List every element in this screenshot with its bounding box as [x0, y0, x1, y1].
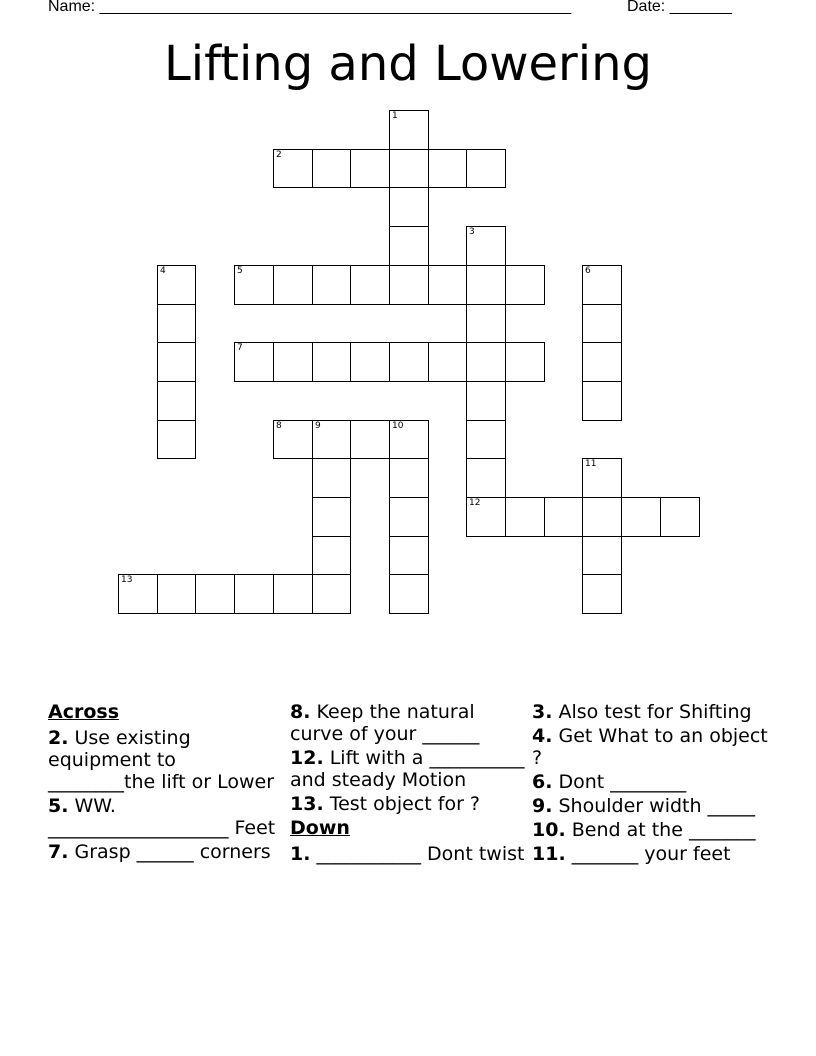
crossword-cell[interactable] [195, 574, 235, 614]
crossword-cell[interactable] [389, 458, 429, 498]
clue-number-label: 12 [469, 498, 481, 508]
crossword-cell[interactable] [582, 458, 622, 498]
clue-number-label: 5 [237, 266, 243, 276]
clue-column-1 [48, 701, 283, 865]
crossword-cell[interactable] [389, 420, 429, 459]
clue-number-label: 8 [276, 421, 282, 431]
clue-text: Lift with a __________ and steady Motion [290, 747, 525, 791]
down-clue-10 [532, 819, 772, 841]
crossword-cell[interactable] [544, 497, 583, 537]
clue-number-label: 7 [237, 343, 243, 353]
down-clue-1 [290, 843, 530, 865]
across-clue-13 [290, 793, 530, 815]
crossword-cell[interactable] [582, 304, 622, 343]
clue-text: Keep the natural curve of your ______ [290, 701, 480, 745]
crossword-cell[interactable] [312, 497, 351, 537]
crossword-cell[interactable] [428, 342, 467, 382]
date-field-label: Date: _______ [627, 0, 732, 15]
clue-number: 12. [290, 747, 324, 769]
down-clue-3 [532, 701, 772, 723]
across-clue-12 [290, 747, 530, 791]
crossword-cell[interactable] [312, 149, 351, 188]
crossword-cell[interactable] [505, 342, 545, 382]
clue-number-label: 13 [121, 575, 133, 585]
crossword-cell[interactable] [157, 420, 196, 459]
crossword-cell[interactable] [118, 574, 158, 614]
clue-number-label: 3 [469, 227, 475, 237]
across-clue-7 [48, 841, 283, 863]
crossword-cell[interactable] [312, 420, 351, 459]
crossword-cell[interactable] [389, 226, 429, 266]
clue-number: 8. [290, 701, 311, 723]
clue-number: 9. [532, 795, 553, 817]
crossword-cell[interactable] [312, 342, 351, 382]
crossword-cell[interactable] [234, 342, 274, 382]
clue-number-label: 10 [392, 421, 404, 431]
down-clue-6 [532, 771, 772, 793]
clue-text: ___________ Dont twist [316, 843, 525, 865]
down-clue-9 [532, 795, 772, 817]
clue-column-3 [532, 701, 772, 867]
crossword-cell[interactable] [466, 149, 506, 188]
clue-number: 1. [290, 843, 311, 865]
crossword-cell[interactable] [466, 304, 506, 343]
crossword-cell[interactable] [389, 187, 429, 227]
crossword-cell[interactable] [466, 497, 506, 537]
crossword-cell[interactable] [466, 342, 506, 382]
clue-number-label: 6 [585, 266, 591, 276]
crossword-cell[interactable] [582, 342, 622, 382]
crossword-cell[interactable] [389, 149, 429, 188]
crossword-cell[interactable] [582, 497, 622, 537]
down-clue-11 [532, 843, 772, 865]
across-clue-5 [48, 795, 283, 839]
crossword-cell[interactable] [582, 574, 622, 614]
clue-number: 4. [532, 725, 553, 747]
crossword-cell[interactable] [157, 381, 196, 421]
clue-number: 5. [48, 795, 69, 817]
crossword-cell[interactable] [466, 420, 506, 459]
crossword-cell[interactable] [234, 265, 274, 305]
crossword-cell[interactable] [350, 342, 390, 382]
clue-number: 2. [48, 727, 69, 749]
crossword-cell[interactable] [273, 265, 313, 305]
crossword-cell[interactable] [505, 497, 545, 537]
crossword-cell[interactable] [466, 226, 506, 266]
crossword-cell[interactable] [466, 265, 506, 305]
clue-number-label: 1 [392, 111, 398, 121]
crossword-cell[interactable] [466, 381, 506, 421]
crossword-cell[interactable] [273, 420, 313, 459]
clue-number: 10. [532, 819, 566, 841]
crossword-cell[interactable] [273, 149, 313, 188]
crossword-cell[interactable] [312, 458, 351, 498]
crossword-cell[interactable] [273, 574, 313, 614]
clue-number: 6. [532, 771, 553, 793]
across-heading: Across [48, 701, 120, 723]
clue-text: Bend at the _______ [571, 819, 756, 841]
clue-text: _______ your feet [571, 843, 731, 865]
clue-number-label: 4 [160, 266, 166, 276]
crossword-cell[interactable] [466, 458, 506, 498]
crossword-cell[interactable] [582, 265, 622, 305]
crossword-cell[interactable] [660, 497, 700, 537]
crossword-cell[interactable] [273, 342, 313, 382]
clue-text: Grasp ______ corners [74, 841, 271, 863]
crossword-cell[interactable] [350, 149, 390, 188]
name-field-label: Name: _____________________________________________________ [48, 0, 572, 15]
crossword-cell[interactable] [312, 536, 351, 575]
clue-number: 3. [532, 701, 553, 723]
clue-text: Dont ________ [558, 771, 687, 793]
crossword-cell[interactable] [312, 574, 351, 614]
crossword-cell[interactable] [350, 265, 390, 305]
across-clue-2 [48, 727, 283, 793]
crossword-cell[interactable] [621, 497, 661, 537]
clue-number-label: 2 [276, 150, 282, 160]
clue-number: 11. [532, 843, 566, 865]
clue-text: Get What to an object ? [532, 725, 768, 769]
clue-number: 13. [290, 793, 324, 815]
crossword-cell[interactable] [157, 574, 196, 614]
down-heading: Down [290, 817, 350, 839]
clue-text: WW. ___________________ Feet [48, 795, 276, 839]
crossword-cell[interactable] [389, 574, 429, 614]
crossword-cell[interactable] [389, 497, 429, 537]
clue-text: Shoulder width _____ [558, 795, 756, 817]
crossword-cell[interactable] [350, 420, 390, 459]
crossword-cell[interactable] [428, 265, 467, 305]
clue-text: Also test for Shifting [558, 701, 752, 723]
crossword-cell[interactable] [389, 110, 429, 150]
crossword-cell[interactable] [389, 265, 429, 305]
clue-text: Use existing equipment to ________the lift or Lower [48, 727, 275, 793]
crossword-cell[interactable] [582, 536, 622, 575]
crossword-cell[interactable] [157, 342, 196, 382]
clue-text: Test object for ? [329, 793, 481, 815]
clue-column-2 [290, 701, 530, 867]
clue-number: 7. [48, 841, 69, 863]
crossword-cell[interactable] [389, 536, 429, 575]
crossword-cell[interactable] [582, 381, 622, 421]
crossword-cell[interactable] [428, 149, 467, 188]
clue-number-label: 11 [585, 459, 597, 469]
crossword-cell[interactable] [312, 265, 351, 305]
clue-number-label: 9 [315, 421, 321, 431]
crossword-cell[interactable] [157, 265, 196, 305]
crossword-cell[interactable] [389, 342, 429, 382]
down-clue-4 [532, 725, 772, 769]
page-title: Lifting and Lowering [163, 36, 652, 92]
crossword-cell[interactable] [234, 574, 274, 614]
crossword-cell[interactable] [157, 304, 196, 343]
crossword-cell[interactable] [505, 265, 545, 305]
across-clue-8 [290, 701, 530, 745]
